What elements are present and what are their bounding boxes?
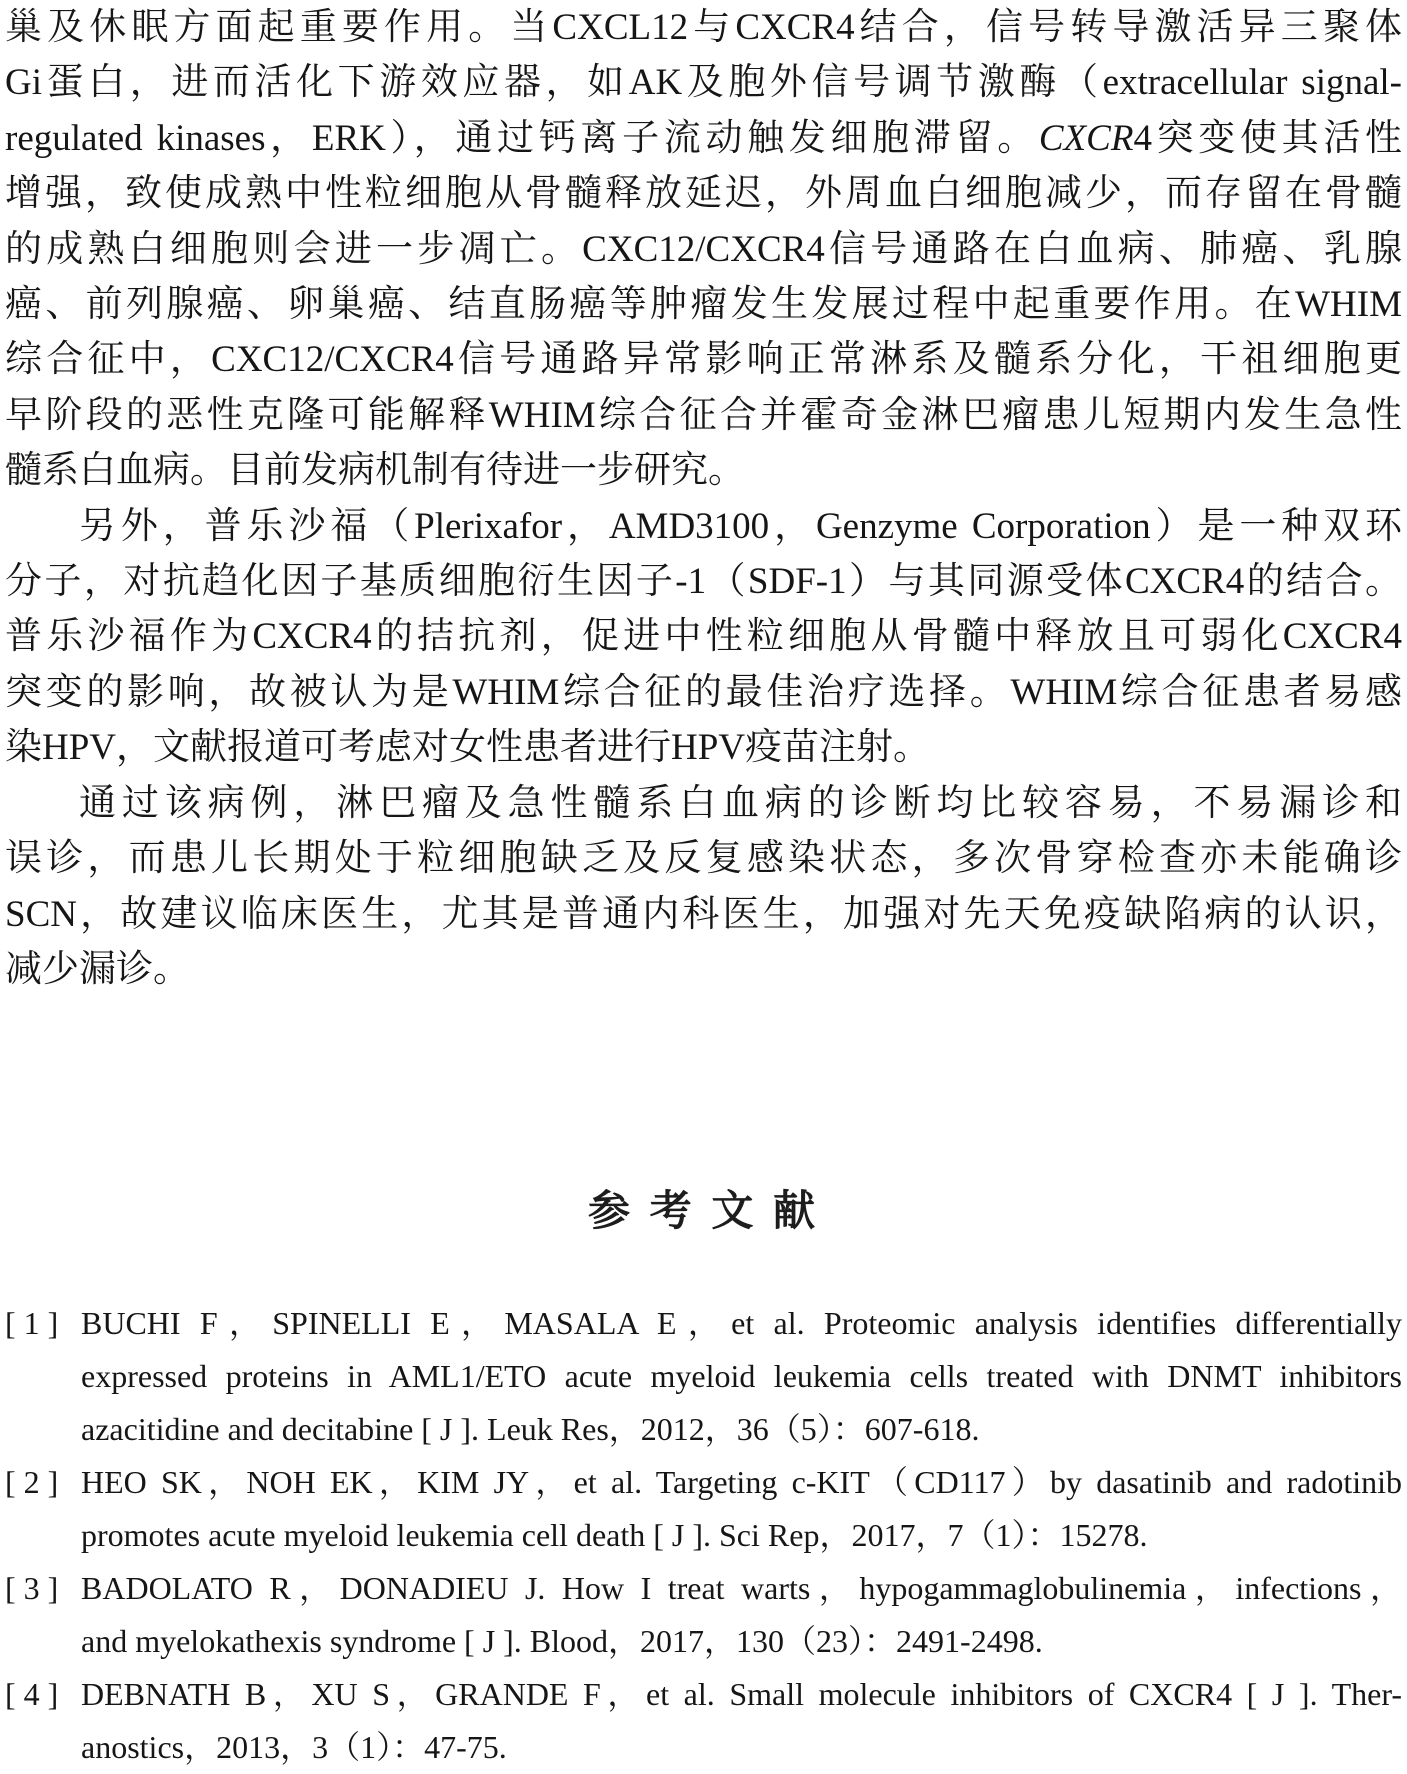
reference-line: azacitidine and decitabine [ J ]. Leuk Res，2012，36（5）：607-618. bbox=[81, 1411, 980, 1448]
text-run: 巢及休眠方面起重要作用。当CXCL12与CXCR4结合，信号转导激活异三聚体 bbox=[5, 7, 1402, 48]
text-line bbox=[5, 443, 1402, 498]
text-run: 癌、前列腺癌、卵巢癌、结直肠癌等肿瘤发生发展过程中起重要作用。在WHIM bbox=[5, 284, 1402, 326]
text-run: 分子，对抗趋化因子基质细胞衍生因子-1（SDF-1）与其同源受体CXCR4的结合。 bbox=[5, 561, 1402, 603]
text-line bbox=[5, 499, 1402, 554]
text-line bbox=[5, 554, 1402, 609]
references-list bbox=[5, 1297, 1402, 1774]
paragraph bbox=[5, 0, 1402, 499]
text-line bbox=[5, 332, 1402, 387]
text-run: 通过该病例，淋巴瘤及急性髓系白血病的诊断均比较容易，不易漏诊和 bbox=[79, 782, 1402, 824]
paragraph bbox=[5, 776, 1402, 998]
text-line bbox=[5, 665, 1402, 720]
reference-line: BUCHI F，SPINELLI E，MASALA E，et al. Proteomic analysis identifies differentially bbox=[81, 1305, 1402, 1342]
text-run: 综合征中，CXC12/CXCR4信号通路异常影响正常淋系及髓系分化，干祖细胞更 bbox=[5, 339, 1402, 381]
text-run: 普乐沙福作为CXCR4的拮抗剂，促进中性粒细胞从骨髓中释放且可弱化CXCR4 bbox=[5, 616, 1402, 658]
reference-number-label: [ 2 ] bbox=[5, 1464, 59, 1501]
text-line bbox=[5, 720, 1402, 775]
reference-number-label: [ 3 ] bbox=[5, 1570, 59, 1607]
reference-line: HEO SK，NOH EK，KIM JY，et al. Targeting c-KIT（CD117）by dasatinib and radotinib bbox=[81, 1464, 1402, 1501]
text-run: 增强，致使成熟中性粒细胞从骨髓释放延迟，外周血白细胞减少，而存留在骨髓 bbox=[5, 173, 1402, 215]
reference-line: promotes acute myeloid leukemia cell death [ J ]. Sci Rep，2017，7（1）：15278. bbox=[81, 1517, 1148, 1554]
reference-line: DEBNATH B，XU S，GRANDE F，et al. Small molecule inhibitors of CXCR4 [ J ]. Ther- bbox=[81, 1676, 1402, 1713]
text-line bbox=[5, 776, 1402, 831]
text-run: 染HPV，文献报道可考虑对女性患者进行HPV疫苗注射。 bbox=[5, 727, 931, 769]
reference-item bbox=[5, 1668, 1402, 1774]
text-line bbox=[5, 831, 1402, 886]
text-line bbox=[5, 388, 1402, 443]
text-run: 减少漏诊。 bbox=[5, 948, 190, 990]
text-run: 4突变使其活性 bbox=[1133, 117, 1403, 159]
body-text bbox=[5, 0, 1402, 997]
reference-line: anostics，2013，3（1）：47-75. bbox=[81, 1729, 507, 1766]
reference-item bbox=[5, 1297, 1402, 1456]
reference-number-label: [ 1 ] bbox=[5, 1305, 59, 1342]
reference-line: and myelokathexis syndrome [ J ]. Blood，2017，130（23）：2491-2498. bbox=[81, 1623, 1043, 1660]
reference-item bbox=[5, 1456, 1402, 1562]
text-line bbox=[5, 277, 1402, 332]
text-line bbox=[5, 0, 1402, 55]
text-run: SCN，故建议临床医生，尤其是普通内科医生，加强对先天免疫缺陷病的认识， bbox=[5, 893, 1402, 935]
text-line bbox=[5, 166, 1402, 221]
reference-number-label: [ 4 ] bbox=[5, 1676, 59, 1713]
text-run: 突变的影响，故被认为是WHIM综合征的最佳治疗选择。WHIM综合征患者易感 bbox=[5, 671, 1402, 713]
reference-item bbox=[5, 1562, 1402, 1668]
text-line bbox=[5, 222, 1402, 277]
text-run: Gi蛋白，进而活化下游效应器，如AK及胞外信号调节激酶（extracellular signal- bbox=[5, 62, 1402, 104]
text-run: regulated kinases，ERK），通过钙离子流动触发细胞滞留。 bbox=[5, 117, 1039, 159]
text-run: 的成熟白细胞则会进一步凋亡。CXC12/CXCR4信号通路在白血病、肺癌、乳腺 bbox=[5, 228, 1402, 270]
text-line bbox=[5, 609, 1402, 664]
paragraph bbox=[5, 499, 1402, 776]
text-line bbox=[5, 55, 1402, 110]
references-heading: 参 考 文 献 bbox=[587, 1187, 819, 1235]
text-run: 髓系白血病。目前发病机制有待进一步研究。 bbox=[5, 450, 745, 492]
gene-name-italic: CXCR bbox=[1038, 117, 1134, 159]
text-line bbox=[5, 887, 1402, 942]
text-line bbox=[5, 942, 1402, 997]
text-run: 早阶段的恶性克隆可能解释WHIM综合征合并霍奇金淋巴瘤患儿短期内发生急性 bbox=[5, 394, 1402, 436]
reference-line: expressed proteins in AML1/ETO acute myeloid leukemia cells treated with DNMT inhibitors bbox=[81, 1358, 1402, 1395]
text-run: 误诊，而患儿长期处于粒细胞缺乏及反复感染状态，多次骨穿检查亦未能确诊 bbox=[5, 838, 1402, 880]
text-line bbox=[5, 111, 1402, 166]
reference-line: BADOLATO R，DONADIEU J. How I treat warts，hypogammaglobulinemia，infections， bbox=[81, 1570, 1402, 1607]
text-run: 另外，普乐沙福（Plerixafor，AMD3100，Genzyme Corporation）是一种双环 bbox=[79, 505, 1402, 547]
